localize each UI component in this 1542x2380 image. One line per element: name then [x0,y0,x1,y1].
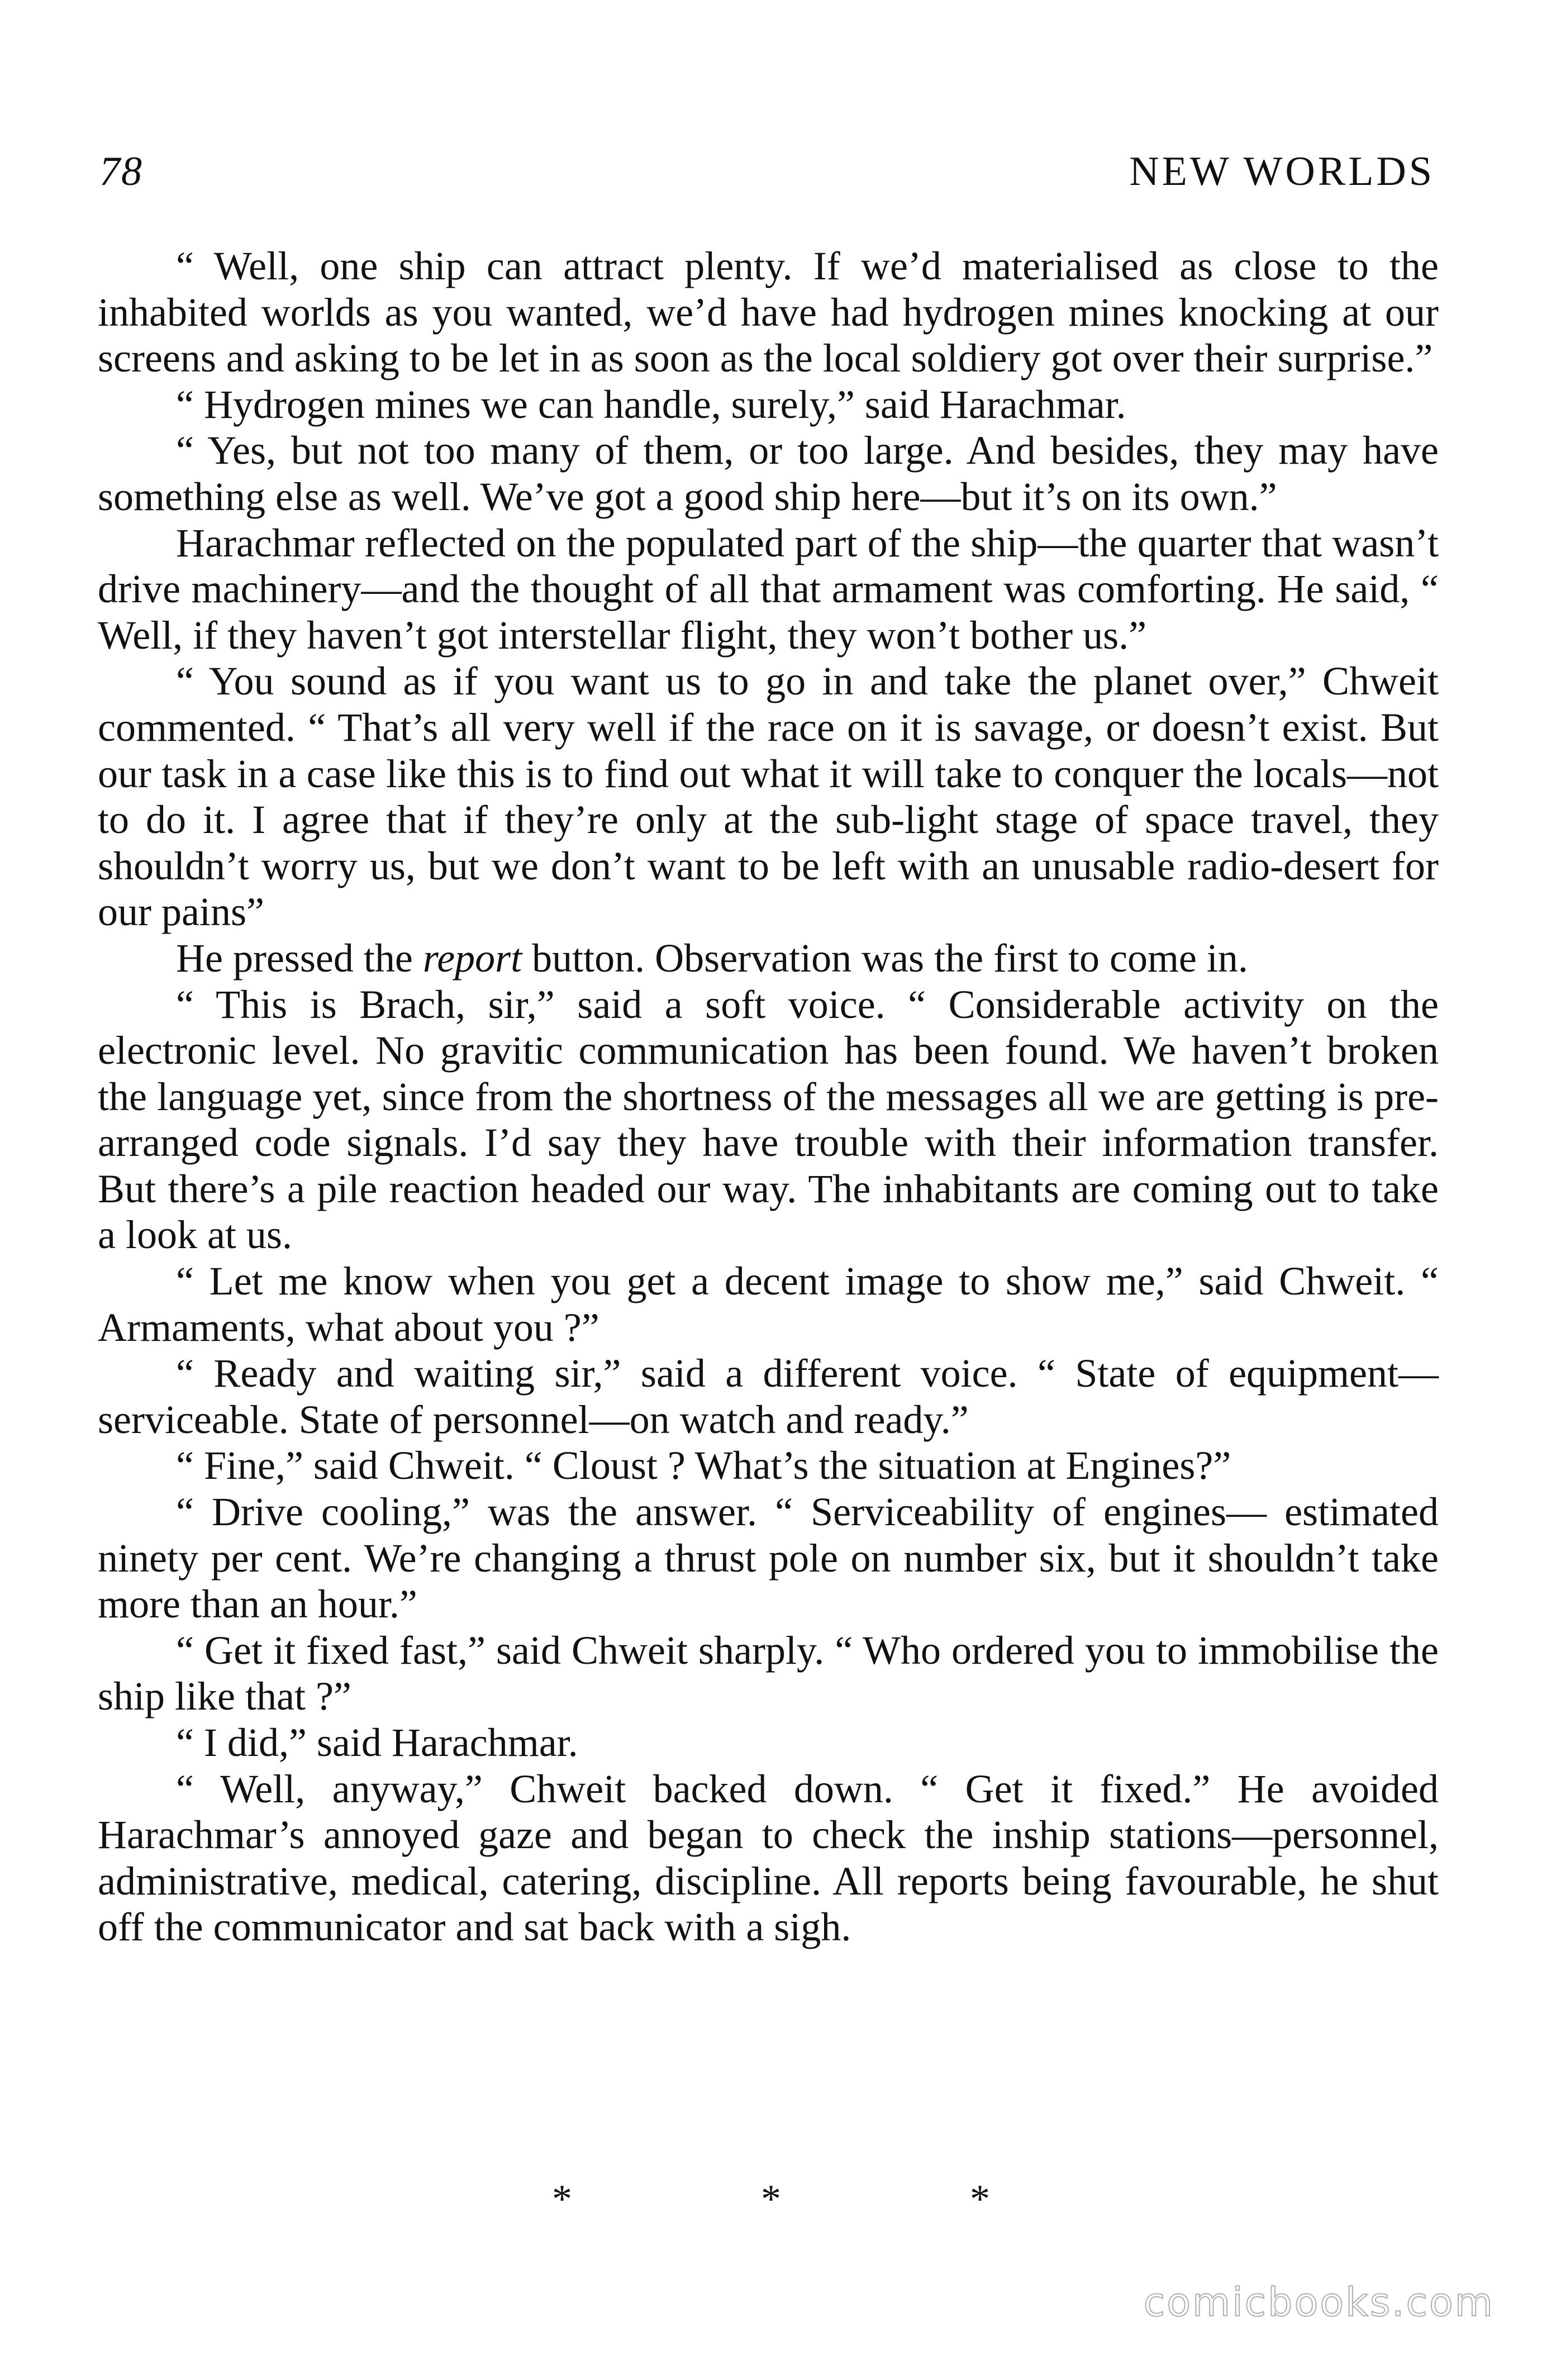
paragraph-5: “ You sound as if you want us to go in and take the planet over,” Chweit commented. “ That’s all very well if the race on it is savage, or doesn’t exist. But our task in a case like this is to find out what it will take to conquer the locals—not to do it. I agree that if they’re only at the sub-light stage of space travel, they shouldn’t worry us, but we don’t want to be left with an unusable radio-desert for our pains” [98,659,1439,935]
scene-break: * * * [552,2177,990,2221]
body-text [98,243,1439,1950]
paragraph-6-tail: button. Observation was the first to come in. [522,935,1248,980]
paragraph-6-lead: He pressed the [176,935,423,980]
paragraph-10: “ Fine,” said Chweit. “ Cloust ? What’s the situation at Engines?” [176,1443,1231,1488]
paragraph-6 [98,935,1439,982]
paragraph-8: “ Let me know when you get a decent image to show me,” said Chweit. “ Armaments, what about you ?” [98,1259,1439,1350]
watermark: comicbooks.com [1143,2279,1495,2325]
running-title: NEW WORLDS [1129,149,1435,194]
paragraph-3: “ Yes, but not too many of them, or too large. And besides, they may have something else as well. We’ve got a good ship here—but it’s on its own.” [98,428,1439,519]
paragraph-2: “ Hydrogen mines we can handle, surely,” said Harachmar. [176,382,1126,427]
running-head [99,148,1435,210]
paragraph-14: “ Well, anyway,” Chweit backed down. “ Get it fixed.” He avoided Harachmar’s annoyed gaze and began to check the inship stations—personnel, administrative, medical, catering, discipline. All reports being favourable, he shut off the communicator and sat back with a sigh. [98,1766,1439,1950]
page-number: 78 [99,149,143,194]
paragraph-9: “ Ready and waiting sir,” said a different voice. “ State of equipment—serviceable. State of personnel—on watch and ready.” [98,1351,1439,1442]
paragraph-11: “ Drive cooling,” was the answer. “ Serviceability of engines— estimated ninety per cent. We’re changing a thrust pole on number six, but it shouldn’t take more than an hour.” [98,1489,1439,1627]
paragraph-7: “ This is Brach, sir,” said a soft voice. “ Considerable activity on the electronic level. No gravitic communication has been found. We haven’t broken the language yet, since from the shortness of the messages all we are getting is pre-arranged code signals. I’d say they have trouble with their information transfer. But there’s a pile reaction headed our way. The inhabitants are coming out to take a look at us. [98,982,1439,1258]
paragraph-6-emphasis: report [422,935,522,980]
paragraph-12: “ Get it fixed fast,” said Chweit sharply. “ Who ordered you to immobilise the ship like that ?” [98,1627,1439,1719]
paragraph-13: “ I did,” said Harachmar. [176,1720,578,1765]
paragraph-4: Harachmar reflected on the populated part of the ship—the quarter that wasn’t drive machinery—and the thought of all that armament was comforting. He said, “ Well, if they haven’t got interstellar flight, they won’t bother us.” [98,520,1439,658]
paragraph-1: “ Well, one ship can attract plenty. If we’d materialised as close to the inhabited worlds as you wanted, we’d have had hydrogen mines knocking at our screens and asking to be let in as soon as the local soldiery got over their surprise.” [98,244,1439,381]
